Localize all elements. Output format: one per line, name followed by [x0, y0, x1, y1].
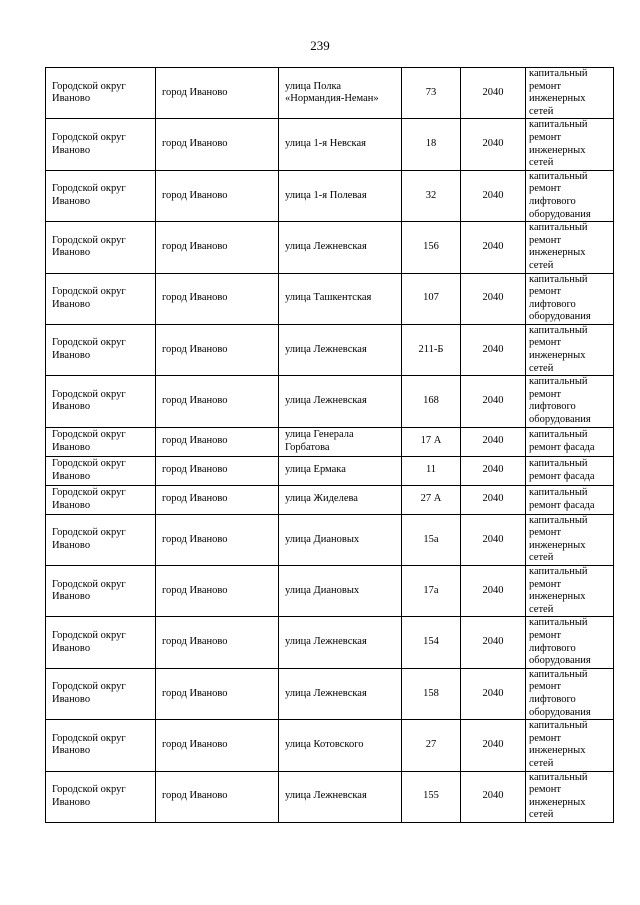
house-number-cell: 17а [402, 566, 461, 617]
year-cell: 2040 [461, 222, 526, 273]
street-cell: улица Котовского [279, 720, 402, 771]
table-row [46, 170, 614, 221]
municipality-cell: Городской округ Иваново [46, 273, 156, 324]
street-cell: улица Ермака [279, 456, 402, 485]
table-row [46, 720, 614, 771]
settlement-cell: город Иваново [156, 324, 279, 375]
work-type-cell: капитальный ремонт инженерных сетей [526, 771, 614, 822]
table-row [46, 68, 614, 119]
settlement-cell: город Иваново [156, 170, 279, 221]
year-cell: 2040 [461, 456, 526, 485]
municipality-cell: Городской округ Иваново [46, 68, 156, 119]
settlement-cell: город Иваново [156, 514, 279, 565]
year-cell: 2040 [461, 771, 526, 822]
municipality-cell: Городской округ Иваново [46, 720, 156, 771]
settlement-cell: город Иваново [156, 456, 279, 485]
year-cell: 2040 [461, 485, 526, 514]
year-cell: 2040 [461, 170, 526, 221]
house-number-cell: 15а [402, 514, 461, 565]
street-cell: улица Диановых [279, 514, 402, 565]
work-type-cell: капитальный ремонт фасада [526, 485, 614, 514]
municipality-cell: Городской округ Иваново [46, 170, 156, 221]
work-type-cell: капитальный ремонт инженерных сетей [526, 514, 614, 565]
house-number-cell: 17 А [402, 427, 461, 456]
municipality-cell: Городской округ Иваново [46, 771, 156, 822]
work-type-cell: капитальный ремонт инженерных сетей [526, 324, 614, 375]
work-type-cell: капитальный ремонт лифтового оборудования [526, 668, 614, 719]
street-cell: улица Генерала Горбатова [279, 427, 402, 456]
year-cell: 2040 [461, 720, 526, 771]
municipality-cell: Городской округ Иваново [46, 485, 156, 514]
house-number-cell: 154 [402, 617, 461, 668]
table-row [46, 617, 614, 668]
house-number-cell: 156 [402, 222, 461, 273]
municipality-cell: Городской округ Иваново [46, 668, 156, 719]
settlement-cell: город Иваново [156, 668, 279, 719]
street-cell: улица Лежневская [279, 324, 402, 375]
table-row [46, 668, 614, 719]
municipality-cell: Городской округ Иваново [46, 376, 156, 427]
municipality-cell: Городской округ Иваново [46, 514, 156, 565]
settlement-cell: город Иваново [156, 771, 279, 822]
street-cell: улица Полка «Нормандия-Неман» [279, 68, 402, 119]
street-cell: улица Жиделева [279, 485, 402, 514]
settlement-cell: город Иваново [156, 273, 279, 324]
municipality-cell: Городской округ Иваново [46, 119, 156, 170]
year-cell: 2040 [461, 119, 526, 170]
table-row [46, 427, 614, 456]
table-row [46, 324, 614, 375]
settlement-cell: город Иваново [156, 119, 279, 170]
house-number-cell: 155 [402, 771, 461, 822]
house-number-cell: 32 [402, 170, 461, 221]
table-row [46, 771, 614, 822]
settlement-cell: город Иваново [156, 376, 279, 427]
table-row [46, 376, 614, 427]
settlement-cell: город Иваново [156, 720, 279, 771]
street-cell: улица Лежневская [279, 668, 402, 719]
settlement-cell: город Иваново [156, 68, 279, 119]
house-number-cell: 11 [402, 456, 461, 485]
work-type-cell: капитальный ремонт фасада [526, 427, 614, 456]
table-row [46, 456, 614, 485]
municipality-cell: Городской округ Иваново [46, 456, 156, 485]
work-type-cell: капитальный ремонт лифтового оборудования [526, 273, 614, 324]
municipality-cell: Городской округ Иваново [46, 324, 156, 375]
table-row [46, 273, 614, 324]
settlement-cell: город Иваново [156, 222, 279, 273]
work-type-cell: капитальный ремонт фасада [526, 456, 614, 485]
municipality-cell: Городской округ Иваново [46, 617, 156, 668]
year-cell: 2040 [461, 514, 526, 565]
street-cell: улица 1-я Полевая [279, 170, 402, 221]
street-cell: улица Лежневская [279, 222, 402, 273]
table-body [46, 68, 614, 823]
table-row [46, 119, 614, 170]
year-cell: 2040 [461, 273, 526, 324]
settlement-cell: город Иваново [156, 617, 279, 668]
year-cell: 2040 [461, 427, 526, 456]
year-cell: 2040 [461, 324, 526, 375]
page-number: 239 [310, 38, 330, 53]
work-type-cell: капитальный ремонт лифтового оборудования [526, 376, 614, 427]
table-row [46, 485, 614, 514]
street-cell: улица Диановых [279, 566, 402, 617]
work-type-cell: капитальный ремонт инженерных сетей [526, 222, 614, 273]
settlement-cell: город Иваново [156, 427, 279, 456]
house-number-cell: 73 [402, 68, 461, 119]
table-row [46, 514, 614, 565]
settlement-cell: город Иваново [156, 566, 279, 617]
work-type-cell: капитальный ремонт инженерных сетей [526, 566, 614, 617]
municipality-cell: Городской округ Иваново [46, 222, 156, 273]
year-cell: 2040 [461, 566, 526, 617]
house-number-cell: 168 [402, 376, 461, 427]
work-type-cell: капитальный ремонт инженерных сетей [526, 119, 614, 170]
table-row [46, 566, 614, 617]
settlement-cell: город Иваново [156, 485, 279, 514]
house-number-cell: 158 [402, 668, 461, 719]
house-number-cell: 27 А [402, 485, 461, 514]
repair-schedule-table [45, 67, 614, 823]
street-cell: улица Лежневская [279, 376, 402, 427]
house-number-cell: 107 [402, 273, 461, 324]
street-cell: улица Лежневская [279, 617, 402, 668]
municipality-cell: Городской округ Иваново [46, 566, 156, 617]
work-type-cell: капитальный ремонт инженерных сетей [526, 720, 614, 771]
work-type-cell: капитальный ремонт инженерных сетей [526, 68, 614, 119]
table-row [46, 222, 614, 273]
year-cell: 2040 [461, 68, 526, 119]
street-cell: улица Ташкентская [279, 273, 402, 324]
house-number-cell: 18 [402, 119, 461, 170]
street-cell: улица Лежневская [279, 771, 402, 822]
year-cell: 2040 [461, 376, 526, 427]
house-number-cell: 211-Б [402, 324, 461, 375]
work-type-cell: капитальный ремонт лифтового оборудования [526, 617, 614, 668]
municipality-cell: Городской округ Иваново [46, 427, 156, 456]
house-number-cell: 27 [402, 720, 461, 771]
work-type-cell: капитальный ремонт лифтового оборудования [526, 170, 614, 221]
year-cell: 2040 [461, 668, 526, 719]
street-cell: улица 1-я Невская [279, 119, 402, 170]
year-cell: 2040 [461, 617, 526, 668]
